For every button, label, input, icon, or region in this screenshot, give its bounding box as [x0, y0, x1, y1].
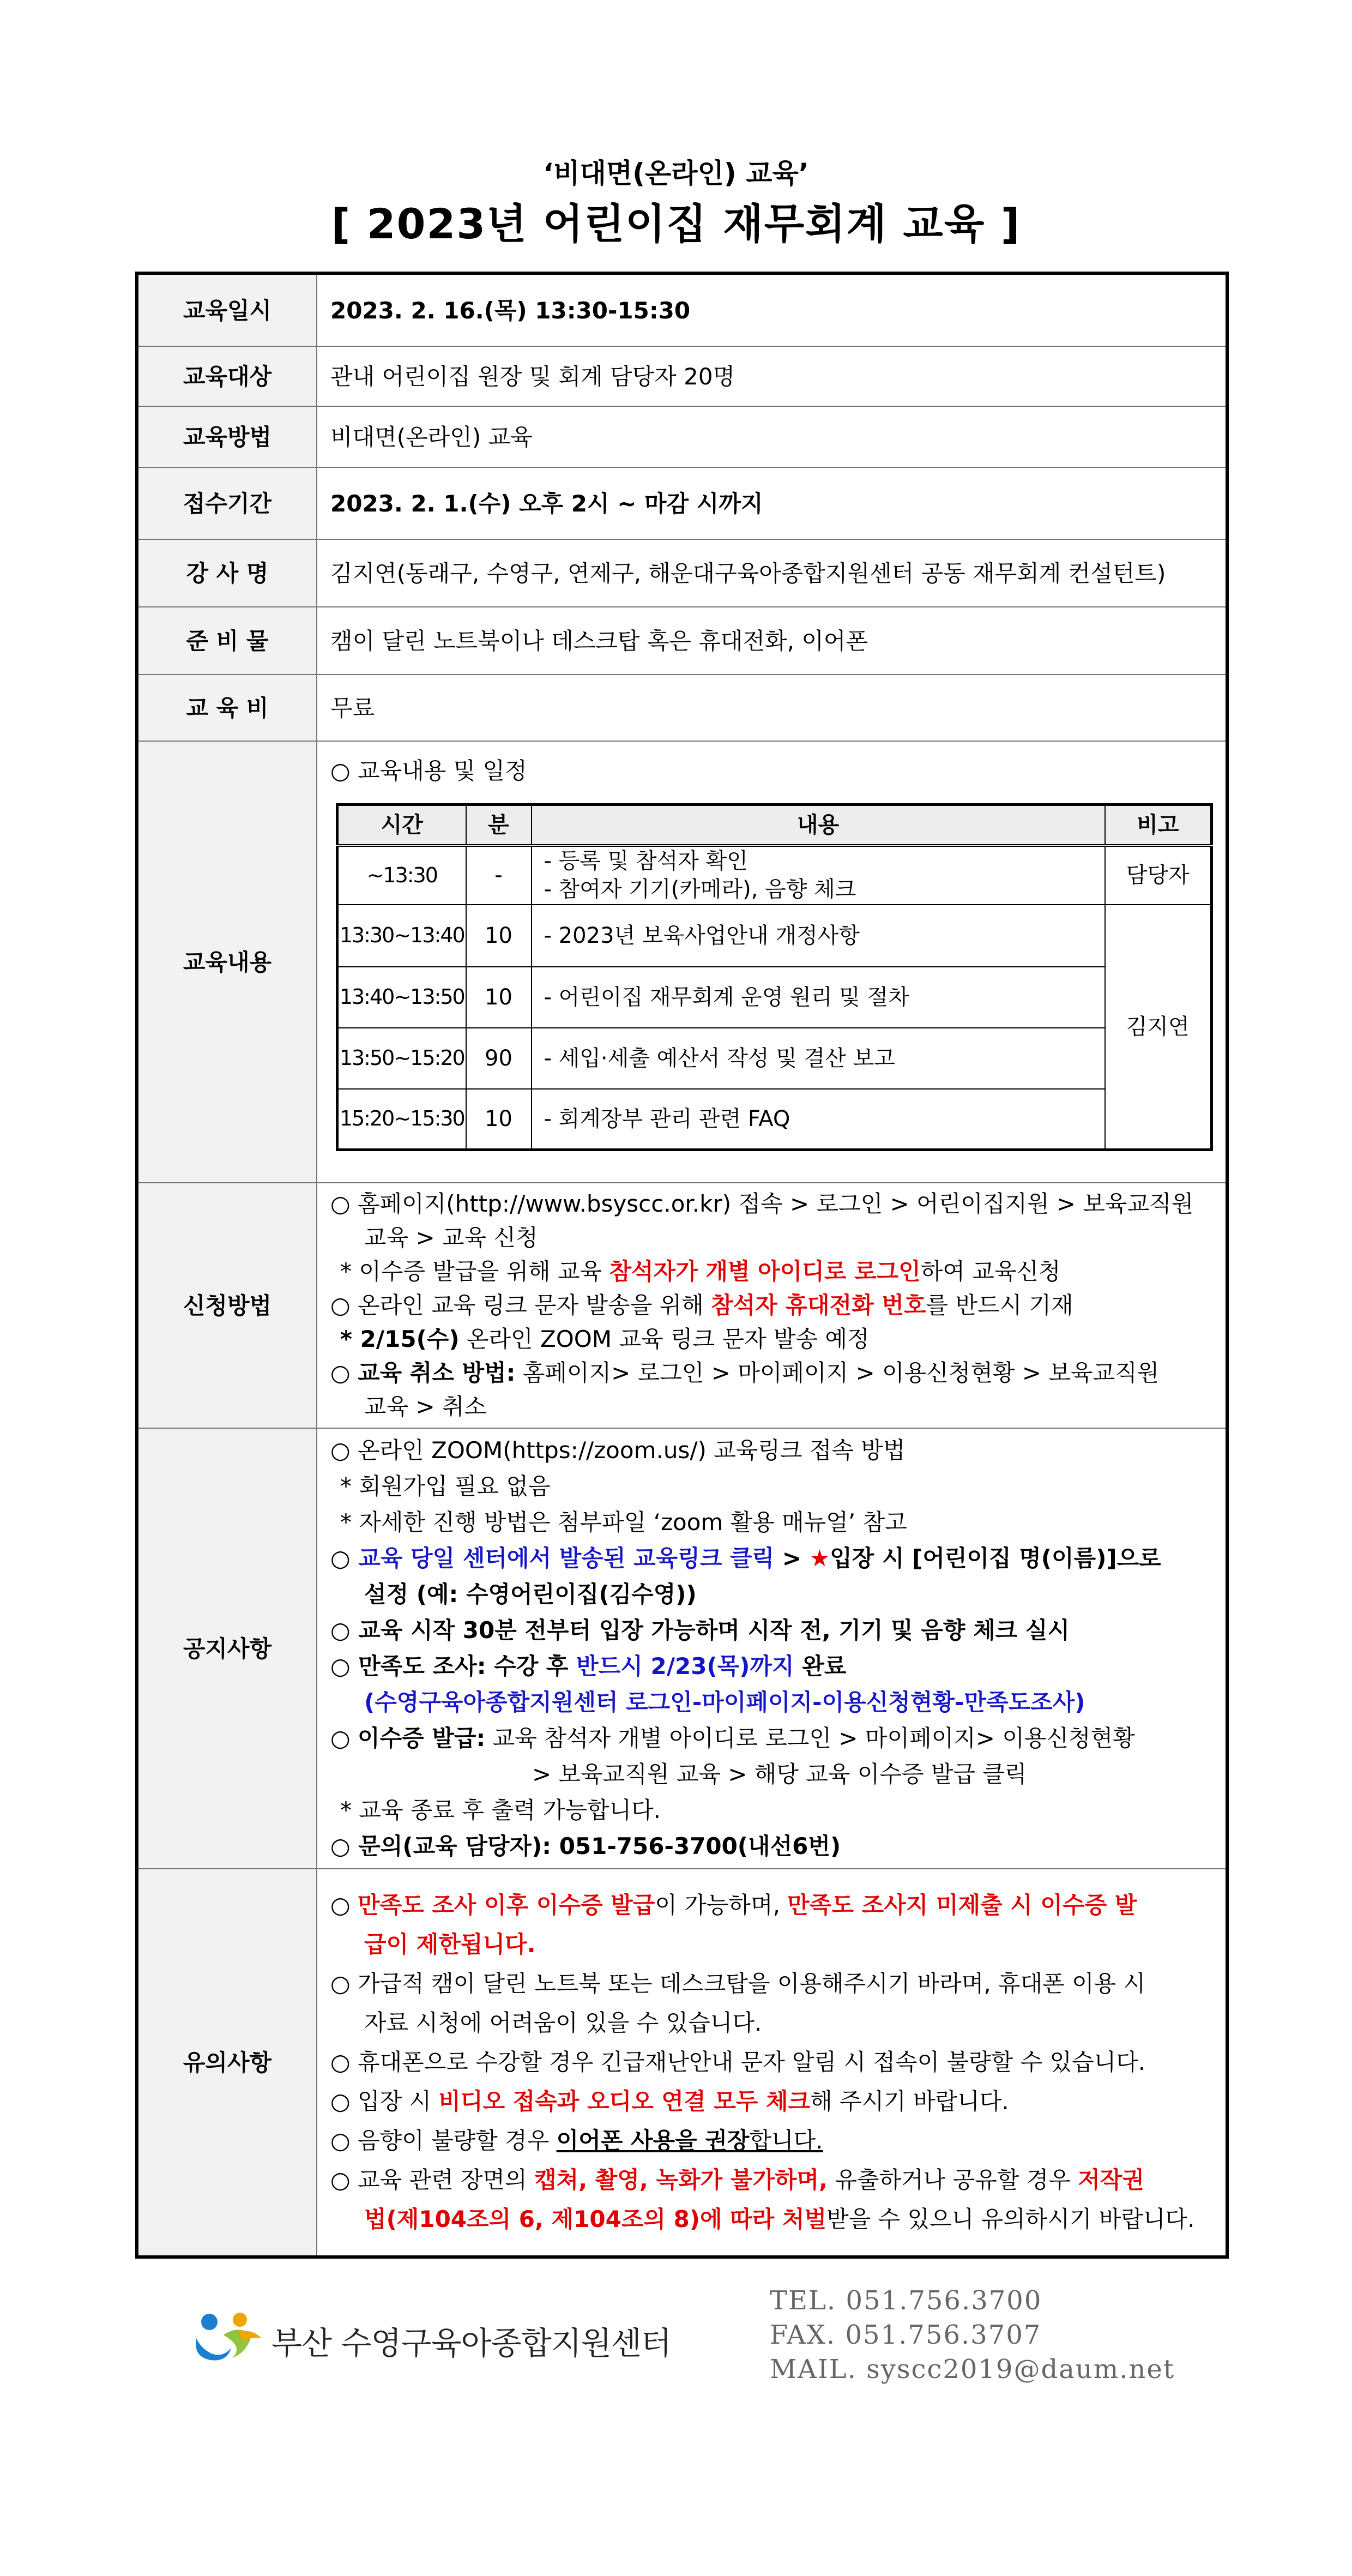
apply-line: ○ 교육 취소 방법: 홈페이지> 로그인 > 마이페이지 > 이용신청현황 > 보육교직원 — [330, 1359, 1160, 1386]
row-method — [137, 406, 1227, 467]
schedule-table — [336, 803, 1213, 1151]
schedule-min: - — [466, 846, 532, 905]
label-prep: 준 비 물 — [137, 607, 317, 675]
caution-line: 자료 시청에 어려움이 있을 수 있습니다. — [364, 2009, 762, 2036]
apply-line: 교육 > 교육 신청 — [364, 1224, 538, 1251]
row-content — [137, 741, 1227, 1183]
caution-line: ○ 만족도 조사 이후 이수증 발급이 가능하며, 만족도 조사지 미제출 시 이수증 발 — [330, 1892, 1137, 1918]
row-target — [137, 346, 1227, 406]
schedule-time: 13:30~13:40 — [337, 905, 466, 967]
value-apply — [317, 1183, 1227, 1428]
value-period: 2023. 2. 1.(수) 오후 2시 ~ 마감 시까지 — [317, 467, 1227, 539]
label-target: 교육대상 — [137, 346, 317, 406]
apply-line: ○ 온라인 교육 링크 문자 발송을 위해 참석자 휴대전화 번호를 반드시 기재 — [330, 1292, 1073, 1319]
notice-line: ○ 교육 시작 30분 전부터 입장 가능하며 시작 전, 기기 및 음향 체크 실시 — [330, 1617, 1070, 1644]
document-subtitle: ‘비대면(온라인) 교육’ — [543, 158, 809, 189]
value-content — [317, 741, 1227, 1183]
schedule-time: 13:40~13:50 — [337, 967, 466, 1028]
caution-line: ○ 입장 시 비디오 접속과 오디오 연결 모두 체크해 주시기 바랍니다. — [330, 2088, 1009, 2115]
row-prep — [137, 607, 1227, 675]
row-caution — [137, 1869, 1227, 2257]
value-method: 비대면(온라인) 교육 — [317, 406, 1227, 467]
row-period — [137, 467, 1227, 539]
row-notice — [137, 1428, 1227, 1869]
label-lecturer: 강 사 명 — [137, 539, 317, 607]
schedule-content: - 2023년 보육사업안내 개정사항 — [532, 905, 1105, 967]
schedule-header — [337, 805, 1212, 846]
label-caution: 유의사항 — [137, 1869, 317, 2257]
schedule-min: 90 — [466, 1028, 532, 1089]
schedule-content — [532, 846, 1105, 905]
label-content: 교육내용 — [137, 741, 317, 1183]
notice-line: * 회원가입 필요 없음 — [340, 1473, 551, 1500]
schedule-row — [337, 1028, 1212, 1089]
content-intro: ○ 교육내용 및 일정 — [330, 757, 527, 784]
center-logo — [185, 2306, 671, 2366]
value-caution — [317, 1869, 1227, 2257]
apply-line: * 이수증 발급을 위해 교육 참석자가 개별 아이디로 로그인하여 교육신청 — [340, 1258, 1061, 1285]
apply-line: ○ 홈페이지(http://www.bsyscc.or.kr) 접속 > 로그인 > 어린이집지원 > 보육교직원 — [330, 1190, 1194, 1217]
schedule-min: 10 — [466, 1089, 532, 1150]
row-lecturer — [137, 539, 1227, 607]
notice-line: > 보육교직원 교육 > 해당 교육 이수증 발급 클릭 — [532, 1761, 1027, 1787]
schedule-min: 10 — [466, 905, 532, 967]
caution-line: 급이 제한됩니다. — [364, 1931, 536, 1958]
contact-info — [770, 2284, 1175, 2387]
caution-line: ○ 가급적 캠이 달린 노트북 또는 데스크탑을 이용해주시기 바라며, 휴대폰 이용 시 — [330, 1970, 1146, 1997]
value-target: 관내 어린이집 원장 및 회계 담당자 20명 — [317, 346, 1227, 406]
label-date: 교육일시 — [137, 273, 317, 346]
schedule-content-line: - 등록 및 참석자 확인 — [544, 848, 748, 874]
notice-line: ○ 만족도 조사: 수강 후 반드시 2/23(목)까지 완료 — [330, 1653, 847, 1680]
label-period: 접수기간 — [137, 467, 317, 539]
row-apply — [137, 1183, 1227, 1428]
apply-line: * 2/15(수) 온라인 ZOOM 교육 링크 문자 발송 예정 — [340, 1326, 870, 1352]
caution-line: ○ 음향이 불량할 경우 이어폰 사용을 권장합니다. — [330, 2127, 823, 2154]
star-icon: ★ — [809, 1545, 830, 1572]
schedule-row — [337, 846, 1212, 905]
schedule-note: 김지연 — [1105, 905, 1212, 1150]
caution-line: ○ 휴대폰으로 수강할 경우 긴급재난안내 문자 알림 시 접속이 불량할 수 있습니다. — [330, 2049, 1146, 2075]
schedule-time: 13:50~15:20 — [337, 1028, 466, 1089]
caution-line: 법(제104조의 6, 제104조의 8)에 따라 처벌받을 수 있으니 유의하시기 바랍니다. — [364, 2206, 1195, 2232]
document-title: [ 2023년 어린이집 재무회계 교육 ] — [331, 200, 1021, 248]
info-table — [135, 272, 1229, 2259]
value-fee: 무료 — [317, 675, 1227, 741]
contact-fax: FAX. 051.756.3707 — [770, 2320, 1042, 2350]
label-method: 교육방법 — [137, 406, 317, 467]
schedule-time: 15:20~15:30 — [337, 1089, 466, 1150]
schedule-header-content: 내용 — [532, 805, 1105, 846]
center-name: 부산 수영구육아종합지원센터 — [271, 2325, 671, 2362]
value-prep: 캠이 달린 노트북이나 데스크탑 혹은 휴대전화, 이어폰 — [317, 607, 1227, 675]
notice-line: 설정 (예: 수영어린이집(김수영)) — [364, 1581, 697, 1608]
value-date: 2023. 2. 16.(목) 13:30-15:30 — [317, 273, 1227, 346]
schedule-min: 10 — [466, 967, 532, 1028]
notice-line: ○ 이수증 발급: 교육 참석자 개별 아이디로 로그인 > 마이페이지> 이용신청현황 — [330, 1725, 1135, 1752]
schedule-header-min: 분 — [466, 805, 532, 846]
schedule-row — [337, 905, 1212, 967]
schedule-header-note: 비고 — [1105, 805, 1212, 846]
center-logo-icon — [185, 2306, 267, 2366]
schedule-content-line: - 참여자 기기(카메라), 음향 체크 — [544, 877, 856, 902]
notice-line: (수영구육아종합지원센터 로그인-마이페이지-이용신청현황-만족도조사) — [364, 1689, 1085, 1716]
schedule-header-time: 시간 — [337, 805, 466, 846]
schedule-content: - 세입·세출 예산서 작성 및 결산 보고 — [532, 1028, 1105, 1089]
schedule-row — [337, 1089, 1212, 1150]
value-lecturer: 김지연(동래구, 수영구, 연제구, 해운대구육아종합지원센터 공동 재무회계 컨설턴트) — [317, 539, 1227, 607]
notice-line: ○ 온라인 ZOOM(https://zoom.us/) 교육링크 접속 방법 — [330, 1437, 906, 1464]
row-date — [137, 273, 1227, 346]
schedule-note: 담당자 — [1105, 846, 1212, 905]
notice-line: * 교육 종료 후 출력 가능합니다. — [340, 1797, 661, 1823]
contact-tel: TEL. 051.756.3700 — [770, 2285, 1042, 2316]
label-notice: 공지사항 — [137, 1428, 317, 1869]
contact-mail: MAIL. syscc2019@daum.net — [770, 2354, 1175, 2385]
schedule-row — [337, 967, 1212, 1028]
apply-line: 교육 > 취소 — [364, 1393, 487, 1420]
label-apply: 신청방법 — [137, 1183, 317, 1428]
label-fee: 교 육 비 — [137, 675, 317, 741]
row-fee — [137, 675, 1227, 741]
notice-line: ○ 문의(교육 담당자): 051-756-3700(내선6번) — [330, 1833, 841, 1859]
caution-line: ○ 교육 관련 장면의 캡쳐, 촬영, 녹화가 불가하며, 유출하거나 공유할 경우 저작권 — [330, 2166, 1144, 2193]
schedule-content: - 회계장부 관리 관련 FAQ — [532, 1089, 1105, 1150]
notice-line: * 자세한 진행 방법은 첨부파일 ‘zoom 활용 매뉴얼’ 참고 — [340, 1509, 907, 1536]
schedule-time: ~13:30 — [337, 846, 466, 905]
notice-line: ○ 교육 당일 센터에서 발송된 교육링크 클릭 > ★입장 시 [어린이집 명(이름)]으로 — [330, 1545, 1161, 1572]
schedule-content: - 어린이집 재무회계 운영 원리 및 절차 — [532, 967, 1105, 1028]
value-notice — [317, 1428, 1227, 1869]
